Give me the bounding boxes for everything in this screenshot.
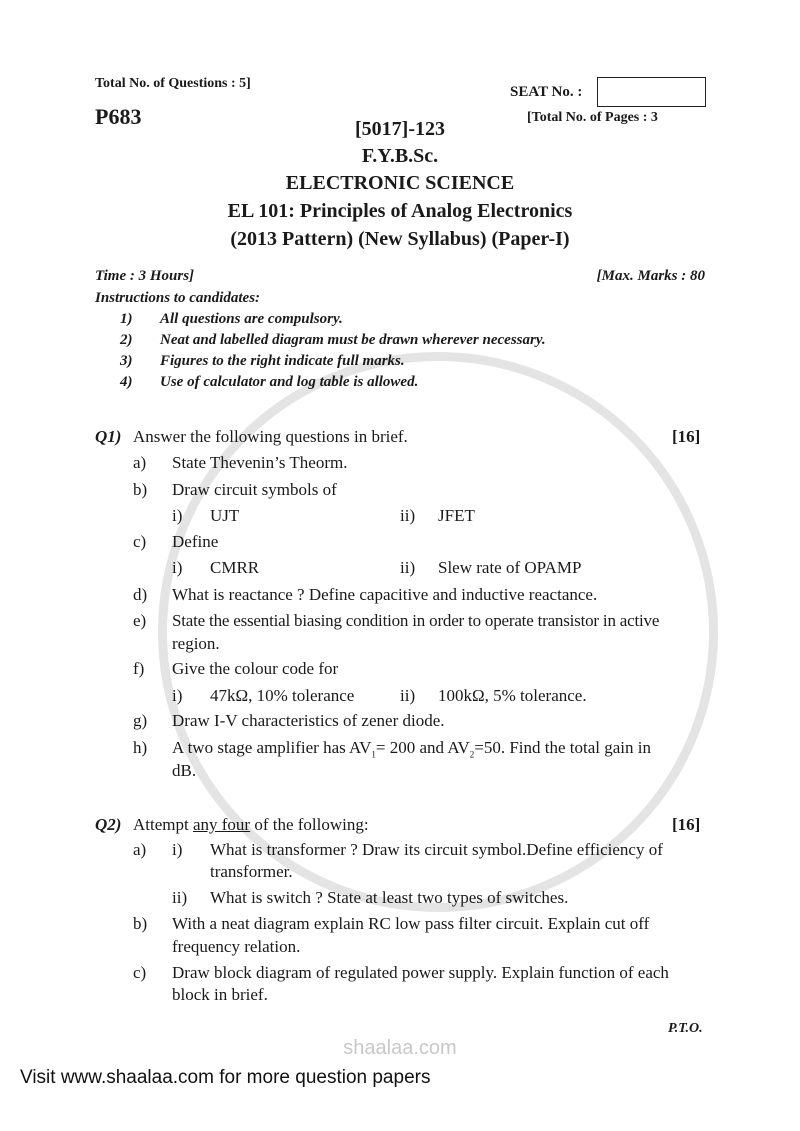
q1c-ii-label: ii): [400, 558, 416, 577]
text-part: =50. Find the total gain in: [474, 738, 651, 757]
exam-code: [5017]-123: [355, 118, 445, 140]
q1d-label: d): [133, 585, 148, 604]
subscript: 2: [469, 749, 475, 760]
subject: ELECTRONIC SCIENCE: [285, 172, 515, 194]
q2-marks: [16]: [672, 815, 701, 834]
q2-number: Q2): [95, 815, 122, 834]
q1g-text: Draw I-V characteristics of zener diode.: [172, 711, 445, 730]
q1b-ii-label: ii): [400, 506, 416, 525]
q1b-i: UJT: [210, 506, 240, 525]
q1b-i-label: i): [172, 506, 183, 525]
q2-text: [133, 815, 369, 835]
q1f-i-label: i): [172, 686, 183, 705]
q1f-i: 47kΩ, 10% tolerance: [210, 686, 355, 705]
instruction-num: 1): [120, 311, 133, 327]
instruction-num: 3): [120, 353, 133, 369]
q1g-label: g): [133, 711, 148, 730]
subscript: 1: [371, 749, 376, 760]
q1c-i-label: i): [172, 558, 183, 577]
q1e-label: e): [133, 611, 147, 630]
q1-number: Q1): [95, 427, 122, 446]
text-part: of the following:: [250, 815, 369, 834]
q1h-text: [172, 738, 651, 758]
q1h-text-cont: dB.: [172, 761, 197, 780]
q1f-text: Give the colour code for: [172, 659, 339, 678]
instructions-title: Instructions to candidates:: [95, 290, 261, 306]
q1d-text: What is reactance ? Define capacitive and inductive reactance.: [172, 585, 598, 604]
course: F.Y.B.Sc.: [361, 145, 439, 167]
q1a-label: a): [133, 453, 147, 472]
paper-code: P683: [95, 104, 142, 129]
q2a-ii: What is switch ? State at least two types of switches.: [210, 888, 569, 907]
q1c-text: Define: [172, 532, 219, 551]
q1c-i: CMRR: [210, 558, 260, 577]
paper-title: EL 101: Principles of Analog Electronics: [227, 200, 573, 222]
q1h-label: h): [133, 738, 148, 757]
footer-link[interactable]: Visit www.shaalaa.com for more question papers: [20, 1067, 431, 1088]
q1c-label: c): [133, 532, 147, 551]
watermark-text: shaalaa.com: [343, 1037, 457, 1059]
text-part: = 200 and AV: [375, 738, 470, 757]
max-marks: [Max. Marks : 80: [596, 268, 705, 284]
q1f-ii-label: ii): [400, 686, 416, 705]
q2a-i-cont: transformer.: [210, 862, 293, 881]
q2b-text: With a neat diagram explain RC low pass filter circuit. Explain cut off: [172, 914, 650, 933]
underlined-text: any four: [192, 815, 251, 834]
q1a-text: State Thevenin’s Theorm.: [172, 453, 348, 472]
q2a-i-label: i): [172, 840, 183, 859]
seat-no-box: [597, 77, 706, 107]
q1-text: Answer the following questions in brief.: [133, 427, 408, 446]
text-part: A two stage amplifier has AV: [172, 738, 372, 757]
q2c-text-cont: block in brief.: [172, 985, 268, 1004]
q1f-ii: 100kΩ, 5% tolerance.: [438, 686, 587, 705]
q2c-text: Draw block diagram of regulated power supply. Explain function of each: [172, 963, 669, 982]
pto: P.T.O.: [668, 1021, 703, 1036]
seat-no-label: SEAT No. :: [510, 84, 583, 100]
instruction-text: Use of calculator and log table is allowed.: [160, 374, 419, 390]
q2a-label: a): [133, 840, 147, 859]
q2a-ii-label: ii): [172, 888, 188, 907]
instruction-num: 4): [120, 374, 133, 390]
instruction-text: All questions are compulsory.: [160, 311, 343, 327]
total-questions: Total No. of Questions : 5]: [95, 76, 251, 91]
q1b-label: b): [133, 480, 148, 499]
q1e-text-cont: region.: [172, 634, 220, 653]
total-pages: [Total No. of Pages : 3: [527, 110, 658, 125]
q2a-i: What is transformer ? Draw its circuit symbol.Define efficiency of: [210, 840, 663, 859]
q2b-text-cont: frequency relation.: [172, 937, 301, 956]
pattern: (2013 Pattern) (New Syllabus) (Paper-I): [230, 228, 570, 250]
instruction-text: Figures to the right indicate full marks.: [160, 353, 405, 369]
q2b-label: b): [133, 914, 148, 933]
text-part: Attempt: [133, 815, 193, 834]
q1c-ii: Slew rate of OPAMP: [438, 558, 582, 577]
q1f-label: f): [133, 659, 145, 678]
q1e-text: State the essential biasing condition in order to operate transistor in active: [172, 611, 660, 630]
q1b-text: Draw circuit symbols of: [172, 480, 337, 499]
instruction-text: Neat and labelled diagram must be drawn wherever necessary.: [160, 332, 546, 348]
time: Time : 3 Hours]: [95, 268, 195, 284]
q1-marks: [16]: [672, 427, 701, 446]
instruction-num: 2): [120, 332, 133, 348]
q2c-label: c): [133, 963, 147, 982]
q1b-ii: JFET: [438, 506, 475, 525]
